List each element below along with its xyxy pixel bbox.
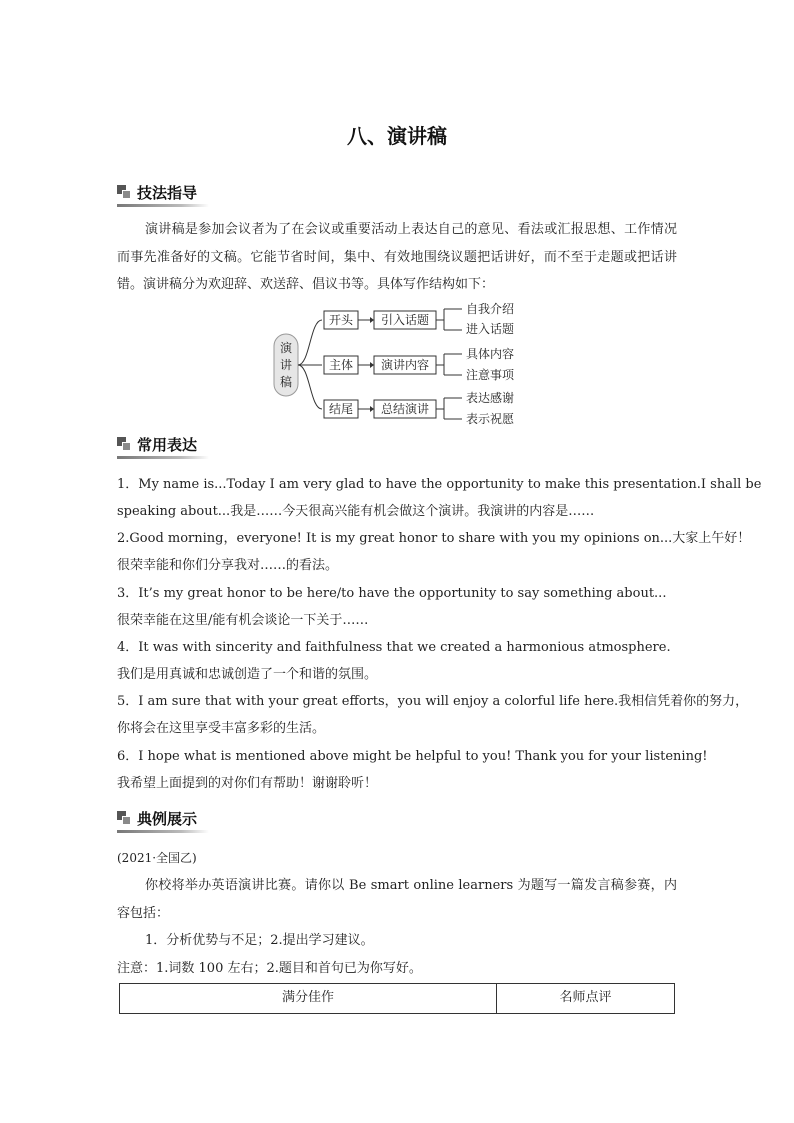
structure-diagram — [260, 298, 540, 430]
branch-item: 具体内容 — [466, 347, 515, 361]
intro-paragraph: 演讲稿是参加会议者为了在会议或重要活动上表达自己的意见、看法或汇报思想、工作情况而事先准备好的文稿。它能节省时间，集中、有效地围绕议题把话讲好，而不至于走题或把话讲错。演讲稿分为欢迎辞、欢送辞、倡议书等。具体写作结构如下： — [117, 222, 677, 292]
answer-table — [119, 983, 675, 1014]
expression-1-line-1: 1．My name is...Today I am very glad to have the opportunity to make this presentation.I shall be — [117, 477, 762, 492]
section-heading-skills — [117, 180, 205, 204]
branch-item: 表示祝愿 — [466, 412, 515, 426]
section-icon — [117, 437, 131, 451]
branch-item: 表达感谢 — [466, 391, 515, 405]
section-label: 技法指导 — [137, 183, 198, 202]
branch-body — [324, 346, 515, 382]
table-header-row — [120, 984, 675, 1014]
branch-action-label: 引入话题 — [380, 313, 430, 327]
section-label: 常用表达 — [137, 435, 198, 454]
table-header-model-essay: 满分佳作 — [120, 984, 497, 1014]
branch-action-label: 演讲内容 — [380, 358, 430, 372]
branch-part-label: 主体 — [328, 358, 354, 372]
section-label: 典例展示 — [137, 809, 198, 828]
section-icon — [117, 185, 131, 199]
branch-item: 自我介绍 — [466, 302, 515, 316]
root-char-3: 稿 — [279, 375, 293, 389]
branch-part-label: 结尾 — [328, 402, 354, 416]
table-header-teacher-comment: 名师点评 — [497, 984, 675, 1014]
expression-6-line-2: 我希望上面提到的对你们有帮助！谢谢聆听！ — [117, 776, 378, 791]
root-char-1: 演 — [279, 341, 293, 355]
expression-5-line-2: 你将会在这里享受丰富多彩的生活。 — [117, 721, 326, 736]
section-icon — [117, 811, 131, 825]
expression-6-line-1: 6．I hope what is mentioned above might be helpful to you! Thank you for your listening! — [117, 749, 708, 764]
expression-3-line-2: 很荣幸能在这里/能有机会谈论一下关于…… — [117, 613, 369, 628]
section-heading-example — [117, 806, 205, 830]
page-title: 八、演讲稿 — [347, 124, 447, 148]
example-point: 1．分析优势与不足；2.提出学习建议。 — [145, 933, 374, 948]
expression-4-line-1: 4．It was with sincerity and faithfulness that we created a harmonious atmosphere. — [117, 640, 671, 655]
example-source: (2021·全国乙) — [117, 851, 197, 865]
section-heading-expressions — [117, 432, 205, 456]
root-char-2: 讲 — [279, 358, 293, 372]
branch-item: 进入话题 — [466, 322, 515, 336]
branch-ending — [324, 390, 514, 426]
expression-2-line-1: 2.Good morning，everyone! It is my great honor to share with you my opinions on...大家上午好！ — [117, 531, 751, 546]
expression-1-line-2: speaking about...我是……今天很高兴能有机会做这个演讲。我演讲的内容是…… — [117, 504, 595, 519]
branch-opening — [324, 301, 514, 336]
branch-item: 注意事项 — [466, 368, 515, 382]
branch-part-label: 开头 — [328, 313, 354, 327]
example-prompt: 你校将举办英语演讲比赛。请你以 Be smart online learners 为题写一篇发言稿参赛，内容包括： — [117, 878, 677, 921]
branch-action-label: 总结演讲 — [380, 402, 430, 416]
expression-5-line-1: 5．I am sure that with your great efforts，you will enjoy a colorful life here.我相信凭着你的努力， — [117, 694, 749, 709]
expression-4-line-2: 我们是用真诚和忠诚创造了一个和谐的氛围。 — [117, 667, 378, 682]
expression-2-line-2: 很荣幸能和你们分享我对……的看法。 — [117, 558, 339, 573]
expression-3-line-1: 3．It’s my great honor to be here/to have the opportunity to say something about... — [117, 586, 667, 601]
example-note: 注意：1.词数 100 左右；2.题目和首句已为你写好。 — [117, 961, 422, 976]
